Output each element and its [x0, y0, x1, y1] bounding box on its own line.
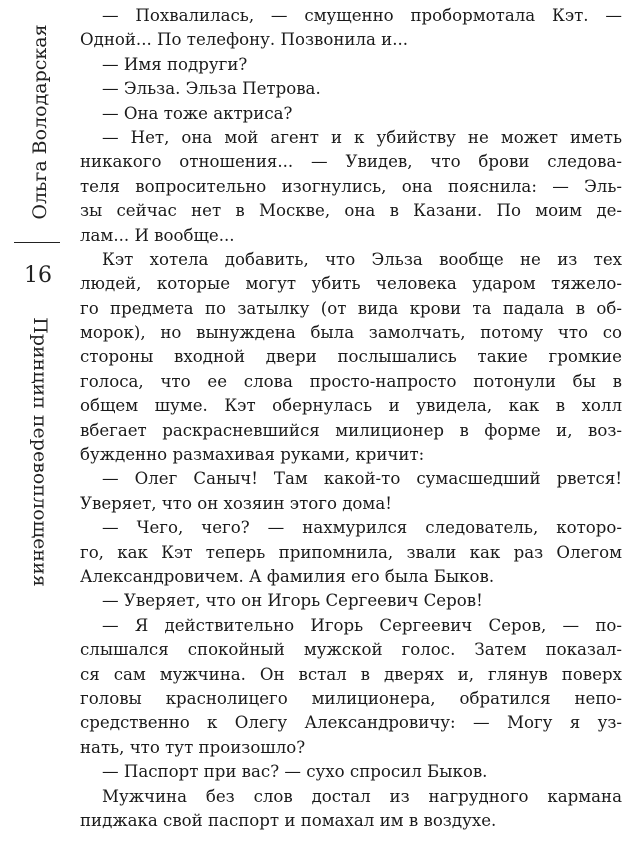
page-number: 16 [24, 263, 52, 288]
text-line: — Эльза. Эльза Петрова. [102, 79, 321, 99]
text-line: го, как Кэт теперь припомнила, звали как раз Олегом [80, 542, 622, 562]
text-line: — Похвалилась, — смущенно пробормотала Кэт. — [102, 6, 622, 25]
header-divider [14, 242, 60, 243]
text-line: общем шуме. Кэт обернулась и увидела, как в холл [80, 396, 622, 416]
text-line: никакого отношения... — Увидев, что брови следова- [80, 152, 622, 172]
text-line: зы сейчас нет в Москве, она в Казани. По моим де- [80, 201, 622, 221]
text-line: головы краснолицего милиционера, обратился непо- [80, 688, 622, 708]
text-line: — Я действительно Игорь Сергеевич Серов, — по- [102, 615, 622, 635]
page-margin [0, 0, 64, 857]
text-line: — Чего, чего? — нахмурился следователь, которо- [102, 518, 622, 538]
text-line: — Паспорт при вас? — сухо спросил Быков. [102, 762, 488, 782]
body-text [80, 4, 622, 833]
text-line: пиджака свой паспорт и помахал им в воздухе. [80, 810, 497, 830]
text-line: вбегает раскрасневшийся милиционер в форме и, воз- [80, 420, 622, 440]
text-line: средственно к Олегу Александровичу: — Могу я уз- [80, 713, 622, 733]
text-line: теля вопросительно изогнулись, она пояснила: — Эль- [80, 176, 622, 196]
running-header-author: Ольга Володарская [29, 24, 51, 220]
text-line: нать, что тут произошло? [80, 737, 306, 757]
text-line: — Уверяет, что он Игорь Сергеевич Серов! [102, 591, 483, 611]
text-line: голоса, что ее слова просто-напросто потонули бы в [80, 371, 622, 391]
text-line: го предмета по затылку (от вида крови та падала в об- [80, 298, 622, 318]
text-line: людей, которые могут убить человека ударом тяжело- [80, 274, 622, 294]
text-line: Александровичем. А фамилия его была Быков. [80, 566, 495, 586]
text-line: Уверяет, что он хозяин этого дома! [80, 493, 392, 513]
text-line: — Она тоже актриса? [102, 103, 293, 123]
running-header-title: Принцип перевоплощения [29, 317, 51, 587]
text-line: морок), но вынуждена была замолчать, потому что со [80, 323, 622, 343]
text-line: — Имя подруги? [102, 54, 248, 74]
text-line: лам... И вообще... [80, 225, 235, 245]
text-line: слышался спокойный мужской голос. Затем показал- [80, 640, 622, 660]
text-line: ся сам мужчина. Он встал в дверях и, глянув поверх [80, 664, 622, 684]
text-line: бужденно размахивая руками, кричит: [80, 445, 425, 465]
text-line: — Нет, она мой агент и к убийству не может иметь [102, 127, 622, 147]
text-line: Одной... По телефону. Позвонила и... [80, 30, 409, 50]
text-line: стороны входной двери послышались такие громкие [80, 347, 622, 367]
text-line: — Олег Саныч! Там какой-то сумасшедший рвется! [102, 469, 622, 489]
text-line: Мужчина без слов достал из нагрудного кармана [102, 786, 622, 806]
text-line: Кэт хотела добавить, что Эльза вообще не из тех [102, 249, 622, 269]
